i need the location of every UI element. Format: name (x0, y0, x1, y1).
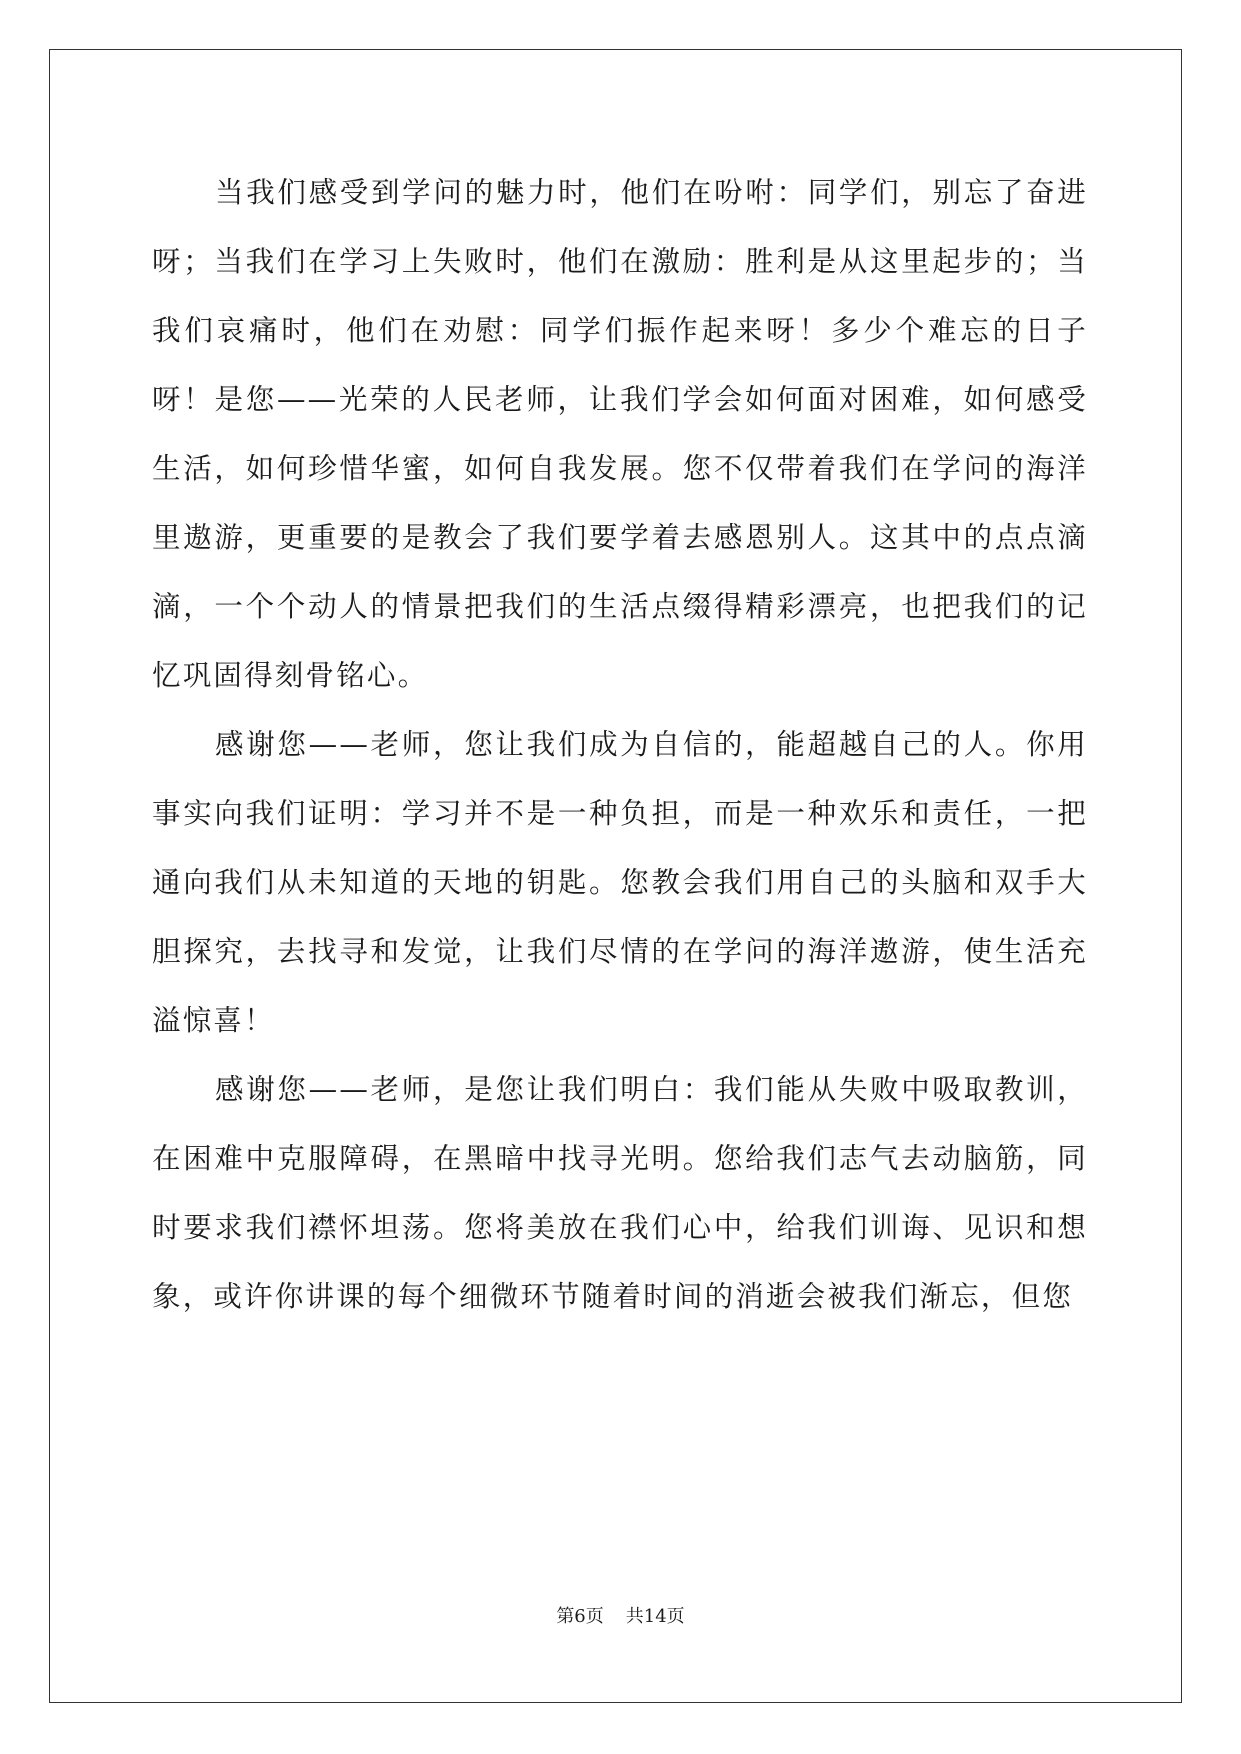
paragraph-2: 感谢您——老师，您让我们成为自信的，能超越自己的人。你用事实向我们证明：学习并不是一种负担，而是一种欢乐和责任，一把通向我们从未知道的天地的钥匙。您教会我们用自己的头脑和双手大胆探究，去找寻和发觉，让我们尽情的在学问的海洋遨游，使生活充溢惊喜！ (152, 728, 1088, 1037)
paragraph-3: 感谢您——老师，是您让我们明白：我们能从失败中吸取教训，在困难中克服障碍，在黑暗中找寻光明。您给我们志气去动脑筋，同时要求我们襟怀坦荡。您将美放在我们心中，给我们训诲、见识和想象，或许你讲课的每个细微环节随着时间的消逝会被我们渐忘，但您 (152, 1073, 1088, 1313)
document-body (152, 158, 1088, 1331)
page-number-current: 第6页 (556, 1606, 604, 1627)
page-footer (0, 1602, 1241, 1628)
page-number-total: 共14页 (625, 1606, 685, 1627)
paragraph-1: 当我们感受到学问的魅力时，他们在吩咐：同学们，别忘了奋进呀；当我们在学习上失败时，他们在激励：胜利是从这里起步的；当我们哀痛时，他们在劝慰：同学们振作起来呀！多少个难忘的日子呀！是您——光荣的人民老师，让我们学会如何面对困难，如何感受生活，如何珍惜华蜜，如何自我发展。您不仅带着我们在学问的海洋里遨游，更重要的是教会了我们要学着去感恩别人。这其中的点点滴滴，一个个动人的情景把我们的生活点缀得精彩漂亮，也把我们的记忆巩固得刻骨铭心。 (152, 176, 1088, 692)
